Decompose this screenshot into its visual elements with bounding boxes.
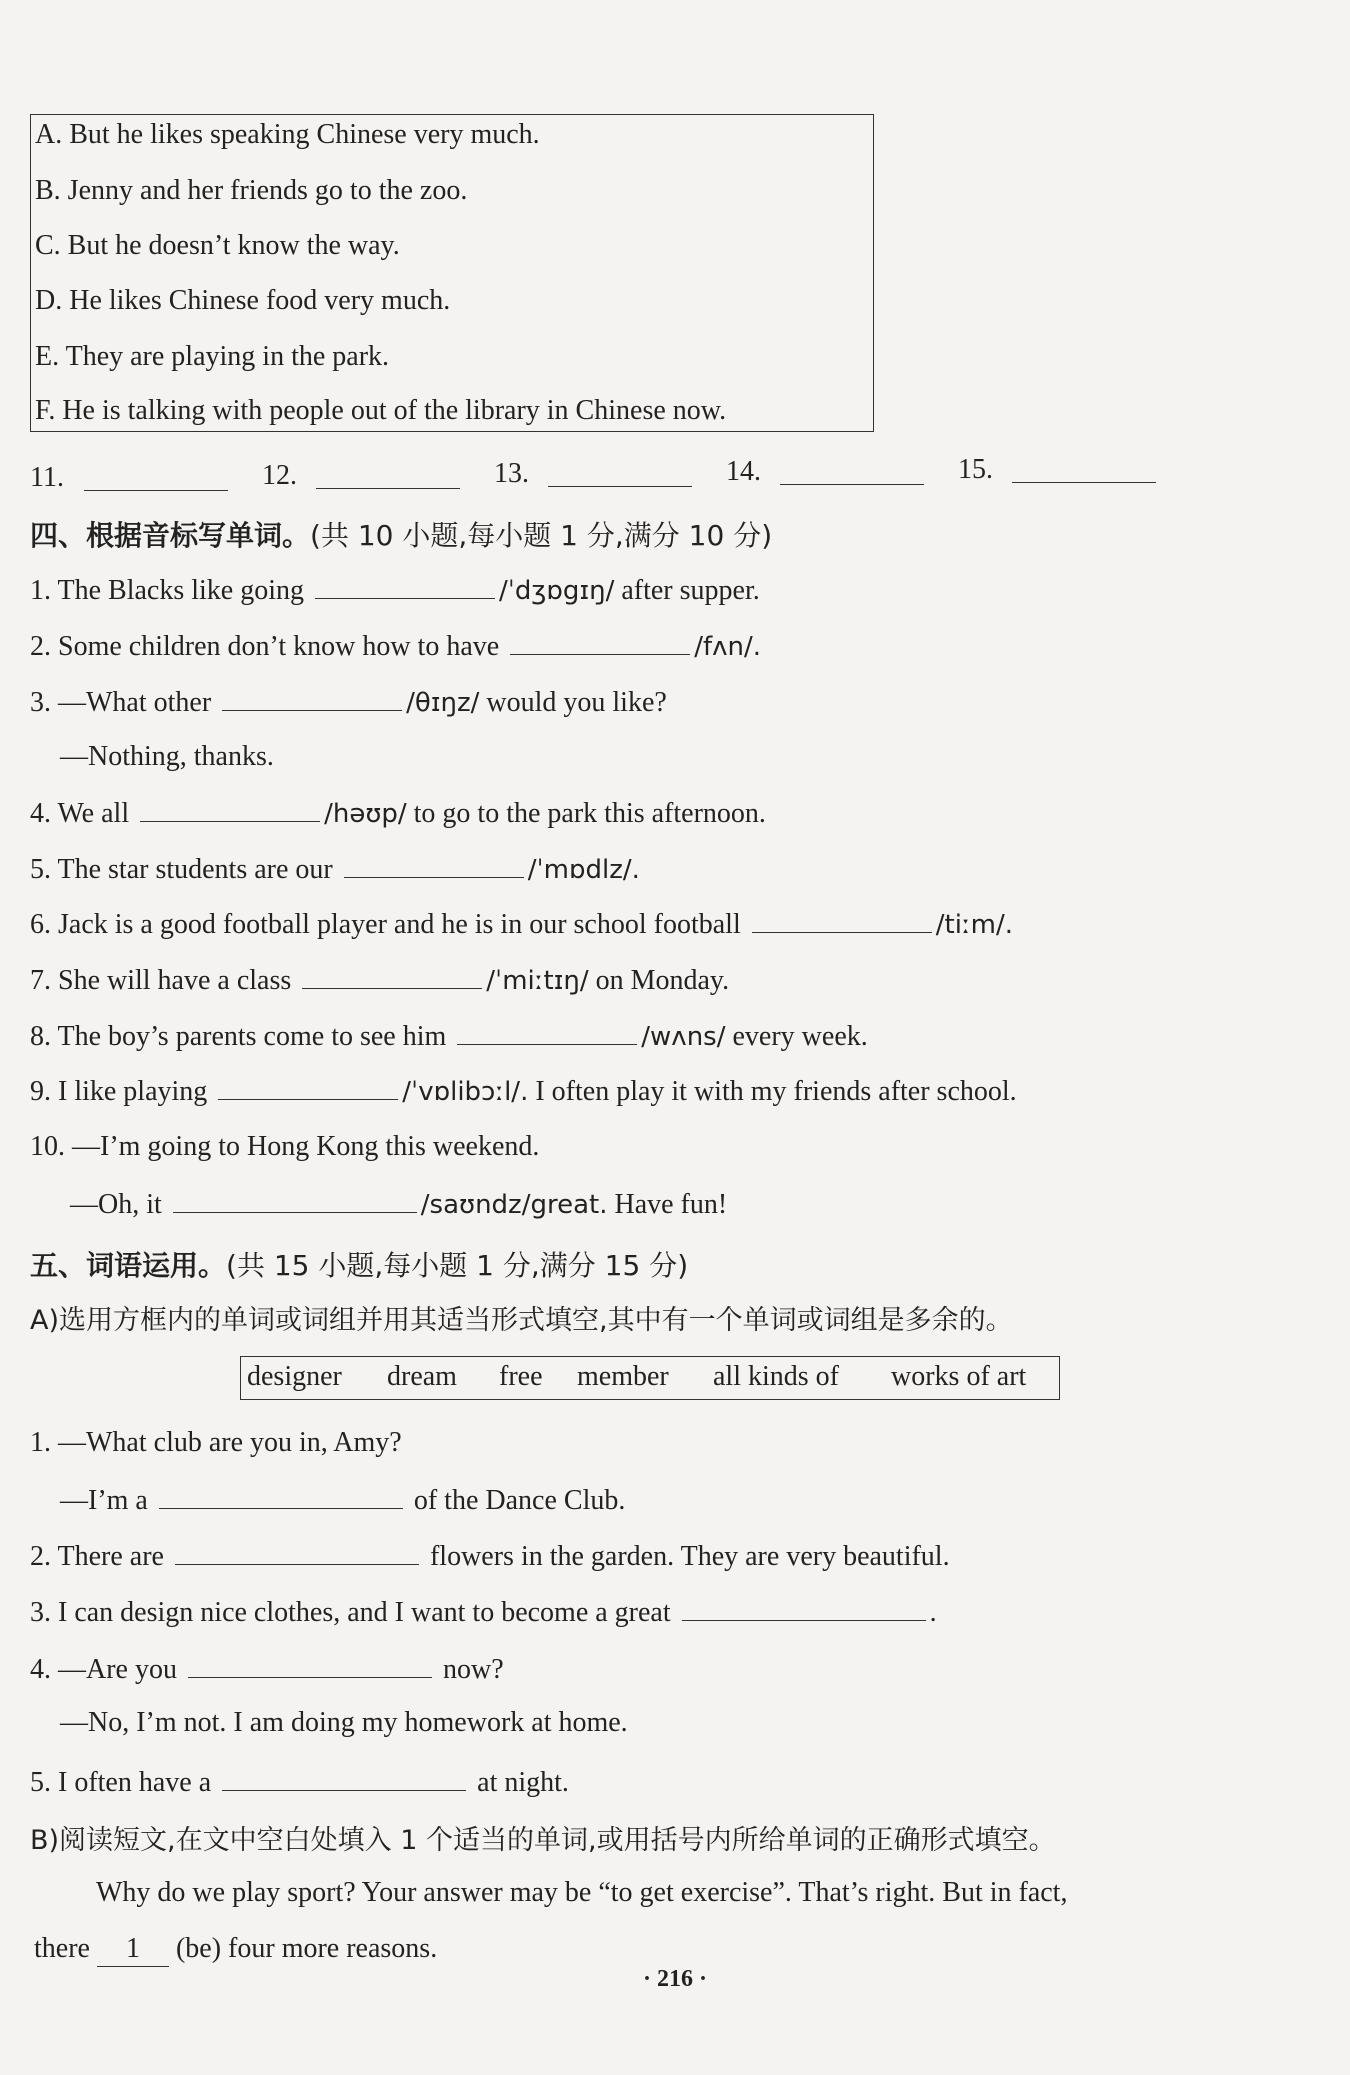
option-c: C. But he doesn’t know the way. — [35, 230, 400, 261]
s4-blank-3[interactable] — [222, 684, 402, 711]
answer-label-12: 12. — [262, 460, 297, 491]
s4-blank-9[interactable] — [218, 1073, 398, 1100]
s4-item-9: 9. I like playing /ˈvɒlibɔːl/. I often play it with my friends after school. — [30, 1073, 1017, 1109]
s4-blank-6[interactable] — [752, 906, 932, 933]
word-works-of-art: works of art — [891, 1361, 1027, 1392]
answer-blank-15[interactable] — [1012, 456, 1156, 483]
word-member: member — [577, 1361, 669, 1392]
section-4-heading — [30, 514, 772, 554]
option-f: F. He is talking with people out of the library in Chinese now. — [35, 395, 727, 426]
s5-blank-3[interactable] — [682, 1594, 926, 1621]
options-box — [30, 114, 874, 432]
passage-blank-1[interactable]: 1 — [97, 1932, 169, 1967]
section-5-note: (共 15 小题,每小题 1 分,满分 15 分) — [226, 1249, 689, 1282]
page-number: · 216 · — [642, 1966, 707, 1992]
passage-line-1: Why do we play sport? Your answer may be “to get exercise”. That’s right. But in fact, — [96, 1877, 1068, 1908]
s4-item-10: 10. —I’m going to Hong Kong this weekend. — [30, 1131, 540, 1162]
answer-label-15: 15. — [958, 454, 993, 485]
s4-item-7: 7. She will have a class /ˈmiːtɪŋ/ on Monday. — [30, 962, 729, 998]
s5-blank-1[interactable] — [159, 1482, 403, 1509]
section-4-note: (共 10 小题,每小题 1 分,满分 10 分) — [310, 519, 773, 552]
word-all-kinds-of: all kinds of — [713, 1361, 839, 1392]
s4-item-4: 4. We all /həʊp/ to go to the park this afternoon. — [30, 795, 766, 831]
s5-item-1: 1. —What club are you in, Amy? — [30, 1427, 402, 1458]
answer-label-14: 14. — [726, 456, 761, 487]
s4-blank-7[interactable] — [302, 962, 482, 989]
s5-item-3: 3. I can design nice clothes, and I want to become a great . — [30, 1594, 937, 1630]
s4-item-2: 2. Some children don’t know how to have /fʌn/. — [30, 628, 761, 664]
passage-line-2: there 1 (be) four more reasons. — [34, 1932, 437, 1967]
s4-blank-5[interactable] — [344, 851, 524, 878]
option-d: D. He likes Chinese food very much. — [35, 285, 451, 316]
option-a: A. But he likes speaking Chinese very much. — [35, 119, 540, 150]
option-b: B. Jenny and her friends go to the zoo. — [35, 175, 468, 206]
s5-item-1-reply: —I’m a of the Dance Club. — [60, 1482, 625, 1518]
answer-label-13: 13. — [494, 458, 529, 489]
s4-blank-1[interactable] — [315, 572, 495, 599]
answer-blank-13[interactable] — [548, 460, 692, 487]
s4-blank-2[interactable] — [510, 628, 690, 655]
s4-item-1: 1. The Blacks like going /ˈdʒɒgɪŋ/ after supper. — [30, 572, 760, 608]
s4-blank-8[interactable] — [457, 1018, 637, 1045]
s4-blank-10[interactable] — [173, 1186, 417, 1213]
s5-blank-5[interactable] — [222, 1764, 466, 1791]
s4-item-8: 8. The boy’s parents come to see him /wʌns/ every week. — [30, 1018, 868, 1054]
s4-item-3: 3. —What other /θɪŋz/ would you like? — [30, 684, 667, 720]
word-box — [240, 1356, 1060, 1400]
answer-blank-12[interactable] — [316, 462, 460, 489]
answer-label-11: 11. — [30, 462, 64, 493]
s5-item-2: 2. There are flowers in the garden. They are very beautiful. — [30, 1538, 950, 1574]
s4-item-5: 5. The star students are our /ˈmɒdlz/. — [30, 851, 640, 887]
s4-item-6: 6. Jack is a good football player and he is in our school football /tiːm/. — [30, 906, 1013, 942]
word-designer: designer — [247, 1361, 342, 1392]
s5-item-4: 4. —Are you now? — [30, 1651, 504, 1687]
s5-blank-4[interactable] — [188, 1651, 432, 1678]
s4-item-10-reply: —Oh, it /saʊndz/great. Have fun! — [70, 1186, 727, 1222]
s5-blank-2[interactable] — [175, 1538, 419, 1565]
section-4-title: 四、根据音标写单词。 — [30, 519, 311, 552]
answer-blank-11[interactable] — [84, 464, 228, 491]
s5-item-5: 5. I often have a at night. — [30, 1764, 569, 1800]
s4-blank-4[interactable] — [140, 795, 320, 822]
option-e: E. They are playing in the park. — [35, 341, 390, 372]
answer-blank-14[interactable] — [780, 458, 924, 485]
word-free: free — [499, 1361, 543, 1392]
part-a-instruction: A)选用方框内的单词或词组并用其适当形式填空,其中有一个单词或词组是多余的。 — [30, 1305, 1013, 1336]
section-5-heading — [30, 1244, 688, 1284]
section-5-title: 五、词语运用。 — [30, 1249, 227, 1282]
part-b-instruction: B)阅读短文,在文中空白处填入 1 个适当的单词,或用括号内所给单词的正确形式填空。 — [30, 1825, 1056, 1856]
s4-item-3-reply: —Nothing, thanks. — [60, 741, 274, 772]
s5-item-4-reply: —No, I’m not. I am doing my homework at home. — [60, 1707, 628, 1738]
word-dream: dream — [387, 1361, 457, 1392]
